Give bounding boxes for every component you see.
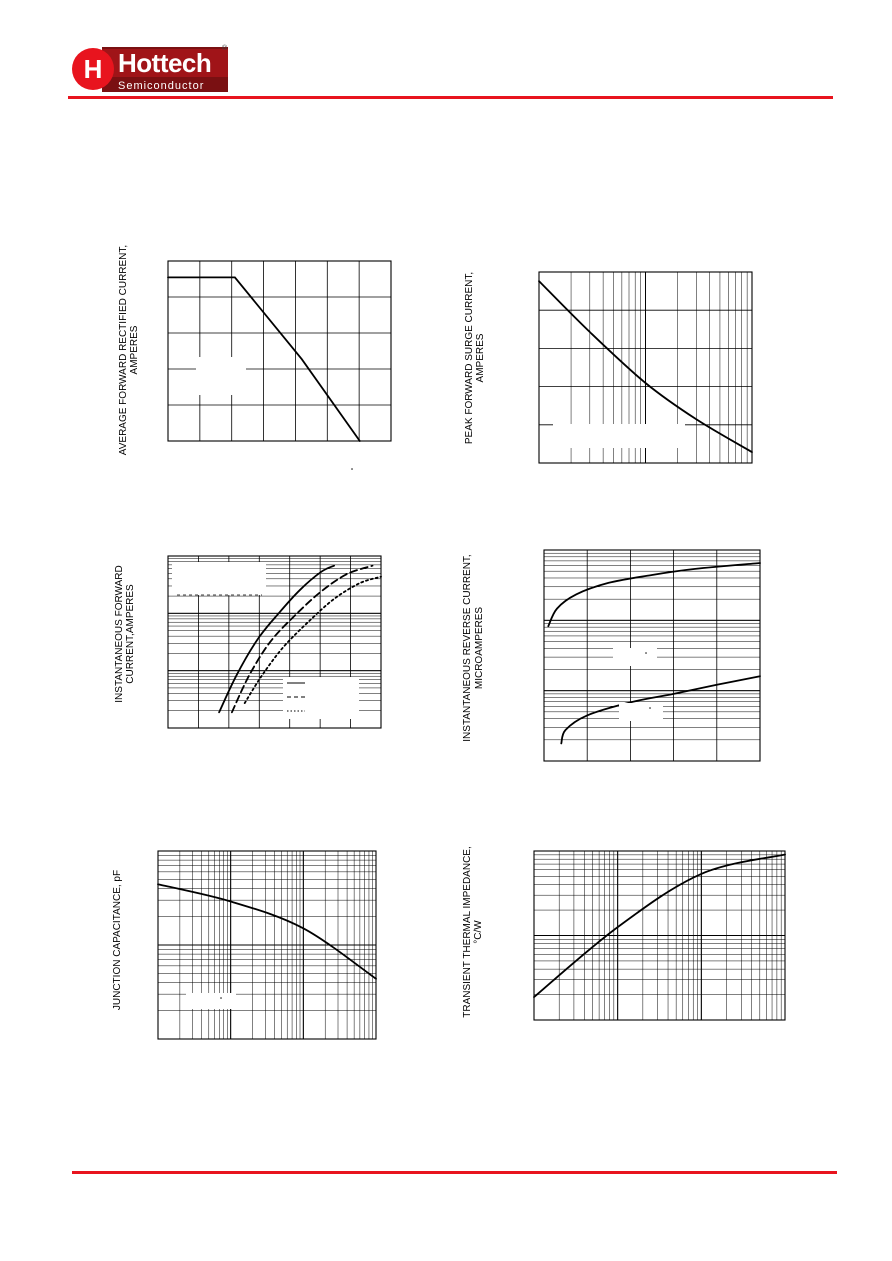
inset-box (553, 424, 685, 448)
y-axis-label: INSTANTANEOUS FORWARD (114, 565, 125, 703)
y-axis-label: AMPERES (475, 333, 486, 383)
annotation-degree-mark: ° (648, 707, 652, 714)
plot-frame (168, 261, 391, 441)
series-line-1 (158, 884, 376, 979)
chart-fig6 (462, 846, 785, 1020)
y-axis-label: MICROAMPERES (474, 606, 485, 690)
y-axis-label: °C/W (473, 920, 484, 944)
y-axis-label: CURRENT,AMPERES (125, 584, 136, 684)
x-axis-degree-mark: ° (350, 468, 354, 475)
chart-grid (158, 851, 376, 1039)
chart-fig4 (462, 550, 760, 761)
y-axis-label: AMPERES (129, 325, 140, 375)
logo-letter: H (83, 54, 103, 84)
brand-name: Hottech (118, 48, 212, 78)
registered-mark: ® (222, 45, 228, 52)
inset-box (186, 993, 236, 1009)
annotation-degree-mark: ° (644, 652, 648, 659)
series-line-1 (534, 855, 785, 998)
y-axis-label: JUNCTION CAPACITANCE, pF (112, 869, 123, 1011)
brand-subtitle: Semiconductor (118, 80, 205, 92)
inset-box (172, 562, 266, 595)
chart-fig5 (112, 851, 376, 1039)
inset-box (619, 703, 663, 721)
y-axis-label: INSTANTANEOUS REVERSE CURRENT, (462, 554, 473, 742)
y-axis-label: TRANSIENT THERMAL IMPEDANCE, (462, 846, 473, 1018)
inset-box (613, 648, 657, 666)
annotation-degree-mark: ° (219, 997, 223, 1004)
chart-grid (534, 851, 785, 1020)
series-line-1 (548, 563, 760, 626)
footer-divider (72, 1171, 837, 1174)
y-axis-label: PEAK FORWARD SURGE CURRENT, (464, 271, 475, 445)
chart-grid (168, 261, 391, 441)
chart-fig1 (118, 245, 391, 455)
y-axis-label: AVERAGE FORWARD RECTIFIED CURRENT, (118, 244, 129, 456)
inset-box (196, 357, 246, 395)
